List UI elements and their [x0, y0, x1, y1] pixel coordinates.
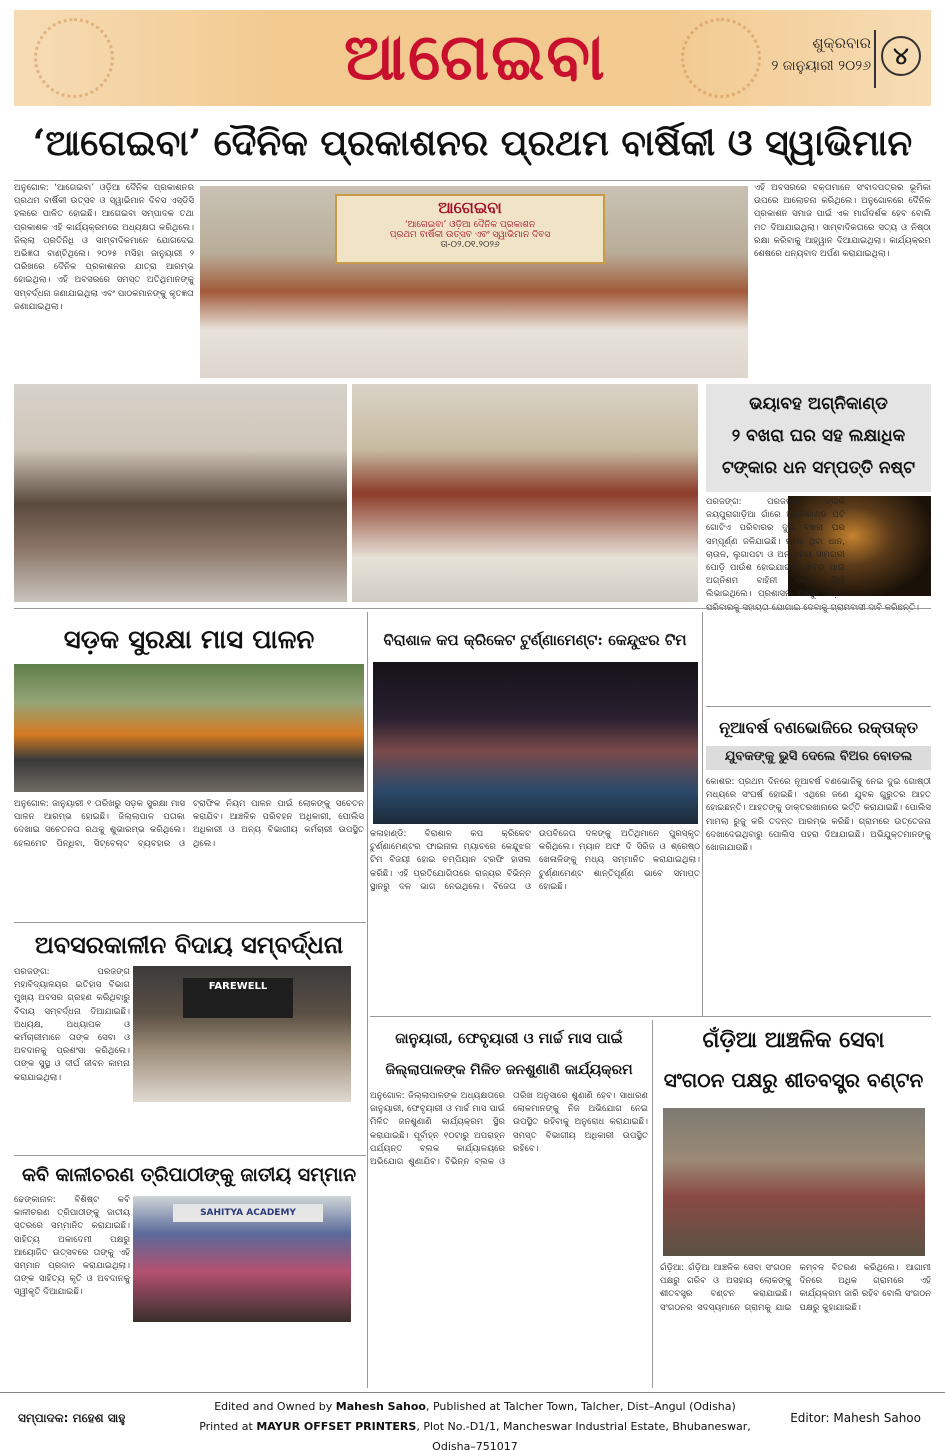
fire-headline-2: ୨ ବଖରା ଘର ସହ ଲକ୍ଷାଧିକ: [731, 426, 906, 446]
event-banner-line1: ‘ଆଗେଇବା’ ଓଡ଼ିଆ ଦୈନିକ ପ୍ରକାଶନ: [404, 220, 536, 230]
event-banner-line2: ପ୍ରଥମ ବାର୍ଷିକୀ ଉତ୍ସବ ଏବଂ ସ୍ୱାଭିମାନ ଦିବସ: [389, 230, 551, 240]
newspaper-logo: ଆଗେଇବା: [344, 20, 607, 95]
winter-headline-1: ଗଁଡ଼ିଆ ଆଞ୍ଚଳିକ ସେବା: [702, 1027, 885, 1053]
farewell-text: ପରଜଙ୍ଗ: ପରଜଙ୍ଗ ମହାବିଦ୍ୟାଳୟର ଇତିହାସ ବିଭାଗ ମୁଖ୍ୟ ଅବସର ଗ୍ରହଣ କରିଥିବାରୁ ବିଦାୟ ସମ୍ବର୍ଦ୍ଧନା ଦିଆଯାଇଛି। ଅଧ୍ୟକ୍ଷ, ଅଧ୍ୟାପକ ଓ କର୍ମଚାରୀମାନେ ତାଙ୍କ ସେବା ଓ ଅବଦାନକୁ ପ୍ରଶଂସା କରିଥିଲେ। ତାଙ୍କ ସୁସ୍ଥ ଓ ଦୀର୍ଘ ଜୀବନ କାମନା କରାଯାଇଥିଲା।: [14, 967, 130, 1083]
mandala-right-icon: [681, 18, 761, 98]
janasunani-text: ଅନୁଗୋଳ: ଜିଲ୍ଲାପାଳଙ୍କ ଅଧ୍ୟକ୍ଷତାରେ ଜାନୁୟାରୀ, ଫେବୃୟାରୀ ଓ ମାର୍ଚ୍ଚ ମାସ ପାଇଁ ମିଳିତ ଜନଶୁଣାଣି କାର୍ଯ୍ୟକ୍ରମ ସ୍ଥିର କରାଯାଇଛି। ପୂର୍ବାହ୍ନ ୧୦ଟାରୁ ଅପରାହ୍ନ ପର୍ଯ୍ୟନ୍ତ ବ୍ଲକ କାର୍ଯ୍ୟାଳୟରେ ଅଭିଯୋଗ ଶୁଣାଯିବ। ବିଭିନ୍ନ ବ୍ଲକ ଓ ତାରିଖ ଅନୁସାରେ ଶୁଣାଣି ହେବ। ସାଧାରଣ ଲୋକମାନଙ୍କୁ ନିଜ ଅଭିଯୋଗ ନେଇ ଉପସ୍ଥିତ ରହିବାକୁ ଅନୁରୋଧ କରାଯାଇଛି। ସମସ୍ତ ବିଭାଗୀୟ ଅଧିକାରୀ ଉପସ୍ଥିତ ରହିବେ।: [370, 1091, 648, 1168]
rule-under-headline: [14, 180, 931, 181]
footer-line-2-c: , Plot No.-D1/1, Mancheswar Industrial Estate, Bhubaneswar, Odisha–751017: [416, 1420, 751, 1450]
event-banner: [335, 194, 605, 264]
newyear-headline: ନୂଆବର୍ଷ ବଣଭୋଜିରେ ରକ୍ତାକ୍ତ: [719, 718, 918, 737]
poet-award-photo: [133, 1196, 351, 1322]
footer-line-2-a: Printed at: [199, 1420, 257, 1433]
farewell-screen: [183, 978, 293, 1018]
footer-imprint: [185, 1397, 765, 1450]
rule-col-2: [702, 612, 703, 1016]
footer-owner: Mahesh Sahoo: [335, 1400, 426, 1413]
poet-text: ଢେଙ୍କାନାଳ: ବିଶିଷ୍ଟ କବି କାଳୀଚରଣ ତ୍ରିପାଠୀଙ୍କୁ ଜାତୀୟ ସ୍ତରରେ ସମ୍ମାନିତ କରାଯାଇଛି। ସାହିତ୍ୟ ଅକାଦେମୀ ପକ୍ଷରୁ ଆୟୋଜିତ ଉତ୍ସବରେ ତାଙ୍କୁ ଏହି ସମ୍ମାନ ପ୍ରଦାନ କରାଯାଇଥିଲା। ତାଙ୍କ ସାହିତ୍ୟ କୃତି ଓ ଅବଦାନକୁ ସ୍ୱୀକୃତି ଦିଆଯାଇଛି।: [14, 1195, 130, 1298]
farewell-photo: [133, 966, 351, 1102]
lead-headline: ‘ଆଗେଇବା’ ଦୈନିକ ପ୍ରକାଶନର ପ୍ରଥମ ବାର୍ଷିକୀ ଓ ସ୍ୱାଭିମାନ: [32, 122, 913, 164]
masthead-dateline: [771, 34, 871, 74]
cricket-headline: ବିରାଶାଳ କପ କ୍ରିକେଟ ଟୁର୍ଣ୍ଣାମେଣ୍ଟ: କେନ୍ଦୁଝର ଟିମ: [383, 631, 687, 649]
janasunani-headline-2: ଜିଲ୍ଲାପାଳଙ୍କ ମିଳିତ ଜନଶୁଣାଣି କାର୍ଯ୍ୟକ୍ରମ: [385, 1062, 633, 1078]
masthead-day: ଶୁକ୍ରବାର: [812, 34, 871, 52]
rule-mid: [14, 608, 931, 609]
road-safety-photo: [14, 664, 364, 792]
lead-photo: [200, 186, 748, 378]
janasunani-headline-1: ଜାନୁୟାରୀ, ଫେବୃୟାରୀ ଓ ମାର୍ଚ୍ଚ ମାସ ପାଇଁ: [395, 1030, 623, 1047]
rule-col-1: [367, 612, 368, 1388]
fire-headline-box: [706, 384, 931, 492]
footer-line-1-a: Edited and Owned by: [214, 1400, 336, 1413]
event-banner-logo: ଆଗେଇବା: [438, 198, 502, 217]
rule-left-1: [14, 922, 366, 923]
fire-text-wrap: [706, 496, 931, 694]
winter-text: ଗଁଡ଼ିଆ: ଗଁଡ଼ିଆ ଆଞ୍ଚଳିକ ସେବା ସଂଗଠନ ପକ୍ଷରୁ ଗରିବ ଓ ଅସହାୟ ଲୋକଙ୍କୁ ଶୀତବସ୍ତ୍ର ବଣ୍ଟନ କରାଯାଇଛି। ସଂଗଠନର ସଦସ୍ୟମାନେ ଗ୍ରାମକୁ ଯାଇ କମ୍ବଳ ବିତରଣ କରିଥିଲେ। ଆଗାମୀ ଦିନରେ ଅଧିକ ଗ୍ରାମରେ ଏହି କାର୍ଯ୍ୟକ୍ରମ ଜାରି ରହିବ ବୋଲି ସଂଗଠନ ପକ୍ଷରୁ କୁହାଯାଇଛି।: [660, 1263, 931, 1313]
masthead: [14, 10, 931, 106]
road-text: ଅନୁଗୋଳ: ଜାନୁୟାରୀ ୧ ତାରିଖରୁ ସଡ଼କ ସୁରକ୍ଷା ମାସ ପାଳନ ଆରମ୍ଭ ହୋଇଛି। ଜିଲ୍ଲାପାଳ ପତାକା ଦେଖାଇ ସଚେତନତା ରଥକୁ ଶୁଭାରମ୍ଭ କରିଥିଲେ। ହେଲମେଟ ପିନ୍ଧିବା, ସିଟ୍‌ବେଲ୍ଟ ବ୍ୟବହାର ଓ ଟ୍ରାଫିକ ନିୟମ ପାଳନ ପାଇଁ ଲୋକଙ୍କୁ ସଚେତନ କରାଯିବ। ଆଞ୍ଚଳିକ ପରିବହନ ଅଧିକାରୀ, ପୋଲିସ ଅଧିକାରୀ ଓ ଅନ୍ୟ ବିଭାଗୀୟ କର୍ମଚାରୀ ଉପସ୍ଥିତ ଥିଲେ।: [14, 799, 364, 849]
page-number: ୪: [881, 36, 921, 76]
rule-left-2: [14, 1155, 366, 1156]
winter-headline-2: ସଂଗଠନ ପକ୍ଷରୁ ଶୀତବସ୍ତ୍ର ବଣ୍ଟନ: [663, 1068, 924, 1092]
newspaper-release-photo: [352, 384, 698, 602]
footer-line-2: [185, 1417, 765, 1450]
footer-line-1: [185, 1397, 765, 1417]
meeting-hall-photo: [14, 384, 347, 602]
rule-col-3: [652, 1020, 653, 1388]
fire-photo-spacer: [845, 496, 931, 600]
fire-headline-3: ଟଙ୍କାର ଧନ ସମ୍ପତ୍ତି ନଷ୍ଟ: [722, 458, 915, 478]
poet-headline: କବି କାଳୀଚରଣ ତ୍ରିପାଠୀଙ୍କୁ ଜାତୀୟ ସମ୍ମାନ: [21, 1164, 357, 1186]
footer-line-1-c: , Published at Talcher Town, Talcher, Dist–Angul (Odisha): [425, 1400, 736, 1413]
lead-text-left: ଅନୁଗୋଳ: ‘ଆଗେଇବା’ ଓଡ଼ିଆ ଦୈନିକ ପ୍ରକାଶନର ପ୍ରଥମ ବାର୍ଷିକୀ ଉତ୍ସବ ଓ ସ୍ୱାଭିମାନ ଦିବସ ଏସ୍‌ଡିସି ହଲରେ ପାଳିତ ହୋଇଛି। ଆଗେଇବା ସମ୍ପାଦକ ତଥା ପ୍ରକାଶକ ଏହି କାର୍ଯ୍ୟକ୍ରମରେ ଅଧ୍ୟକ୍ଷତା କରିଥିଲେ। ଜିଲ୍ଲା ପ୍ରତିନିଧି ଓ ସାମ୍ବାଦିକମାନେ ଯୋଗଦେଇ ଅଭିଜ୍ଞତା ବାଣ୍ଟିଥିଲେ। ୨୦୨୫ ମସିହା ଜାନୁୟାରୀ ୨ ତାରିଖରେ ଦୈନିକ ପ୍ରକାଶନର ଯାତ୍ରା ଆରମ୍ଭ ହୋଇଥିଲା। ଏହି ଅବସରରେ ସମସ୍ତ ଅତିଥିମାନଙ୍କୁ ସମ୍ବର୍ଦ୍ଧନା ଜଣାଯାଇଥିଲା ଏବଂ ପାଠକମାନଙ୍କୁ କୃତଜ୍ଞତା ଜଣାଯାଇଥିଲା।: [14, 183, 194, 312]
rule-lower: [370, 1016, 931, 1017]
masthead-divider: [874, 30, 876, 88]
footer-editor-odia: ସମ୍ପାଦକ: ମହେଶ ସାହୁ: [18, 1411, 126, 1425]
event-banner-date: ତା-୦୨.୦୧.୨୦୨୬: [440, 240, 500, 250]
lead-text-right: ଏହି ଅବସରରେ ବକ୍ତାମାନେ ସଂବାଦପତ୍ରର ଭୂମିକା ଉପରେ ଆଲୋଚନା କରିଥିଲେ। ଅନୁଗୋଳରେ ଦୈନିକ ପ୍ରକାଶନ ସମାଜ ପାଇଁ ଏକ ମାର୍ଗଦର୍ଶକ ହେବ ବୋଲି ମତ ଦିଆଯାଇଥିଲା। ସାମ୍ବାଦିକତାରେ ସତ୍ୟ ଓ ନିଷ୍ଠା ରକ୍ଷା କରିବାକୁ ଆହ୍ୱାନ ଦିଆଯାଇଥିଲା। କାର୍ଯ୍ୟକ୍ରମ ଶେଷରେ ଧନ୍ୟବାଦ ଅର୍ପଣ କରାଯାଇଥିଲା।: [754, 183, 931, 260]
newyear-subhead: ଯୁବକଙ୍କୁ ଭୁସି ଦେଲେ ବିଅର ବୋତଲ: [706, 746, 931, 770]
cricket-text: କଳାହାଣ୍ଡି: ବିରାଶାଳ କପ କ୍ରିକେଟ ଟୁର୍ଣ୍ଣାମେଣ୍ଟର ଫାଇନାଲ ମ୍ୟାଚରେ କେନ୍ଦୁଝର ଟିମ ବିଜୟୀ ହୋଇ ଚମ୍ପିୟାନ ଟ୍ରଫି ହାସଲ କରିଛି। ଏହି ପ୍ରତିଯୋଗିତାରେ ରାଜ୍ୟର ବିଭିନ୍ନ ସ୍ଥାନରୁ ଦଳ ଭାଗ ନେଇଥିଲେ। ବିଜେତା ଓ ଉପବିଜେତା ଦଳଙ୍କୁ ଅତିଥିମାନେ ପୁରସ୍କୃତ କରିଥିଲେ। ମ୍ୟାନ ଅଫ ଦି ସିରିଜ ଓ ଶ୍ରେଷ୍ଠ ଖେଳାଳିଙ୍କୁ ମଧ୍ୟ ସମ୍ମାନିତ କରାଯାଇଥିଲା। ଟୁର୍ଣ୍ଣାମେଣ୍ଟ ଶାନ୍ତିପୂର୍ଣ୍ଣ ଭାବେ ସମାପ୍ତ ହୋଇଛି।: [370, 829, 700, 892]
academy-banner: SAHITYA ACADEMY: [173, 1204, 323, 1222]
farewell-headline: ଅବସରକାଳୀନ ବିଦାୟ ସମ୍ବର୍ଦ୍ଧନା: [34, 930, 344, 959]
newyear-text: କୋଶର: ପ୍ରଥମ ଦିନରେ ନୂଆବର୍ଷ ବଣଭୋଜିକୁ ନେଇ ଦୁଇ ଗୋଷ୍ଠୀ ମଧ୍ୟରେ ସଂଘର୍ଷ ହୋଇଛି। ଏଥିରେ ଜଣେ ଯୁବକ ଗୁରୁତର ଆହତ ହୋଇଛନ୍ତି। ଆହତଙ୍କୁ ଡାକ୍ତରଖାନାରେ ଭର୍ତ୍ତି କରାଯାଇଛି। ପୋଲିସ ମାମଲା ରୁଜୁ କରି ତଦନ୍ତ ଆରମ୍ଭ କରିଛି। ଗ୍ରାମରେ ଉତ୍ତେଜନା ଦେଖାଦେଇଥିବାରୁ ପୋଲିସ ପହରା ଦିଆଯାଇଛି। ଅଭିଯୁକ୍ତମାନଙ୍କୁ ଖୋଜାଯାଉଛି।: [706, 777, 931, 854]
footer: [0, 1392, 945, 1450]
fire-headline-1: ଭୟାବହ ଅଗ୍ନିକାଣ୍ଡ: [749, 394, 888, 414]
footer-editor-en: Editor: Mahesh Sahoo: [790, 1411, 921, 1425]
fire-text: ପରଜଙ୍ଗ: ପରଜଙ୍ଗ ବ୍ଲକ ଜୟପୁରାଗାଡ଼ିଆ ଗାଁରେ ଅଗ୍ନିକାଣ୍ଡ ଘଟି ଗୋଟିଏ ପରିବାରର ଦୁଇ ବଖରା ଘର ସମ୍ପୂର୍ଣ୍ଣ ଜଳିଯାଇଛି। ଘରେ ଥିବା ଧାନ, ଚାଉଳ, ଲୁଗାପଟା ଓ ଅନ୍ୟାନ୍ୟ ସାମଗ୍ରୀ ପୋଡ଼ି ପାଉଁଶ ହୋଇଯାଇଛି। ଖବର ପାଇ ଅଗ୍ନିଶମ ବାହିନୀ ପହଞ୍ଚି ନିଆଁ ଲିଭାଇଥିଲେ। ପ୍ରଶାସନ ପକ୍ଷରୁ ପୀଡ଼ିତ: [706, 497, 845, 600]
cricket-team-photo: [373, 662, 698, 824]
road-headline: ସଡ଼କ ସୁରକ୍ଷା ମାସ ପାଳନ: [63, 625, 315, 655]
masthead-date: ୨ ଜାନୁୟାରୀ ୨୦୨୬: [771, 58, 871, 74]
mandala-left-icon: [34, 18, 114, 98]
farewell-screen-text: FAREWELL: [208, 981, 268, 992]
footer-printer: MAYUR OFFSET PRINTERS: [256, 1420, 417, 1433]
blanket-distribution-photo: [663, 1108, 925, 1256]
rule-right-1: [706, 706, 931, 707]
